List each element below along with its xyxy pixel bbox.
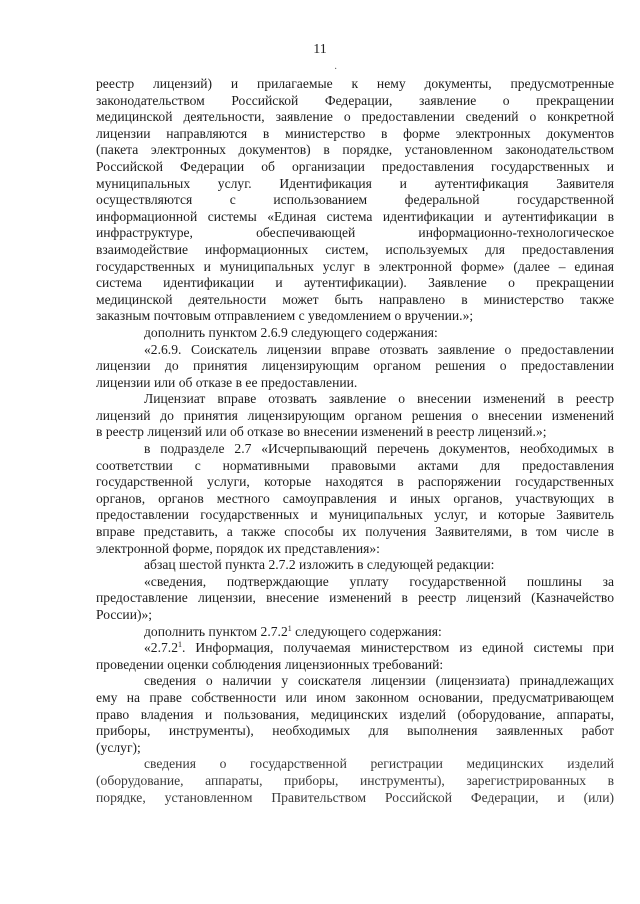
text-line: электронной форме, порядок их представления»:	[96, 540, 380, 556]
text-line	[96, 624, 614, 641]
text-fragment: . Информация, получаемая министерством из единой системы при	[181, 640, 614, 656]
text-line: порядке, установленном Правительством Российской Федерации, и (или)	[96, 789, 614, 805]
text-line: органов, органов местного самоуправления и иных органов, участвующих в	[96, 490, 614, 506]
text-line: сведения о государственной регистрации медицинских изделий	[144, 756, 614, 772]
scan-dot: ·	[334, 64, 338, 75]
text-line: система идентификации и аутентификации). Заявление о прекращении	[96, 275, 614, 291]
text-line: России)»;	[96, 607, 153, 622]
text-line: сведения о наличии у соискателя лицензии (лицензиата) принадлежащих	[144, 673, 614, 689]
text-line: абзац шестой пункта 2.7.2 изложить в следующей редакции:	[144, 557, 495, 573]
text-line: проведении оценки соблюдения лицензионных требований:	[96, 656, 444, 672]
text-line: осуществляются с использованием федеральной государственной	[96, 192, 614, 208]
text-line: медицинской деятельности, заявление о предоставлении сведений о конкретной	[96, 109, 614, 125]
text-line: законодательством Российской Федерации, заявление о прекращении	[96, 92, 614, 108]
text-line: вправе представить, а также способы их получения Заявителями, в том числе в	[96, 524, 614, 540]
superscript: 1	[177, 640, 182, 650]
text-line: предоставление лицензии, внесение изменений в реестр лицензий (Казначейство	[96, 590, 614, 606]
text-line: (оборудование, аппараты, приборы, инструменты), зарегистрированных в	[96, 772, 614, 788]
text-line: предоставлении государственных и муниципальных услуг, и которые Заявитель	[96, 507, 614, 523]
text-line: Российской Федерации об организации предоставления государственных и	[96, 158, 614, 174]
text-line: (пакета электронных документов) в порядке, установленном законодательством	[96, 142, 614, 158]
text-line: «сведения, подтверждающие уплату государственной пошлины за	[144, 573, 614, 589]
text-line: в подразделе 2.7 «Исчерпывающий перечень документов, необходимых в	[144, 441, 614, 457]
text-line: государственных и муниципальных услуг в электронной форме» (далее – единая	[96, 258, 614, 274]
text-line: медицинской деятельности может быть направлено в министерство также	[96, 291, 614, 307]
document-body	[96, 76, 614, 806]
text-fragment: дополнить пунктом 2.7.2	[144, 623, 288, 639]
text-fragment: «2.7.2	[144, 640, 178, 656]
superscript: 1	[287, 623, 292, 633]
text-line: Лицензиат вправе отозвать заявление о внесении изменений в реестр	[144, 391, 614, 407]
text-line: заказным почтовым отправлением с уведомлением о вручении.»;	[96, 308, 474, 324]
text-line: приборы, инструменты), необходимых для выполнения заявленных работ	[96, 723, 614, 739]
text-line	[96, 640, 614, 657]
text-line: лицензий до принятия лицензирующим органом решения о внесении изменений	[96, 407, 614, 423]
text-line: государственной услуги, которые находятся в распоряжении государственных	[96, 474, 614, 490]
page-number: 11	[313, 42, 327, 57]
text-line: лицензии до принятия лицензирующим органом решения о предоставлении	[96, 358, 614, 374]
text-line: реестр лицензий) и прилагаемые к нему документы, предусмотренные	[96, 76, 614, 91]
text-line: лицензии направляются в министерство в форме электронных документов	[96, 125, 614, 141]
text-line: «2.6.9. Соискатель лицензии вправе отозвать заявление о предоставлении	[144, 341, 614, 357]
text-line: ему на праве собственности или ином законном основании, предусматривающем	[96, 689, 614, 705]
text-line: в реестр лицензий или об отказе во внесении изменений в реестр лицензий.»;	[96, 424, 547, 440]
text-line: инфраструктуре, обеспечивающей информационно-технологическое	[96, 225, 614, 241]
text-line: дополнить пунктом 2.6.9 следующего содержания:	[144, 324, 438, 340]
text-line: информационной системы «Единая система идентификации и аутентификации в	[96, 208, 614, 224]
text-line: соответствии с нормативными правовыми актами для предоставления	[96, 457, 614, 473]
text-line: право владения и пользования, медицинских изделий (оборудование, аппараты,	[96, 706, 614, 722]
text-line: взаимодействие информационных систем, используемых для предоставления	[96, 241, 614, 257]
text-line: (услуг);	[96, 739, 141, 755]
text-line: лицензии или об отказе в ее предоставлении.	[96, 374, 358, 390]
text-fragment: следующего содержания:	[291, 623, 442, 639]
text-line: муниципальных услуг. Идентификация и аутентификация Заявителя	[96, 175, 614, 191]
